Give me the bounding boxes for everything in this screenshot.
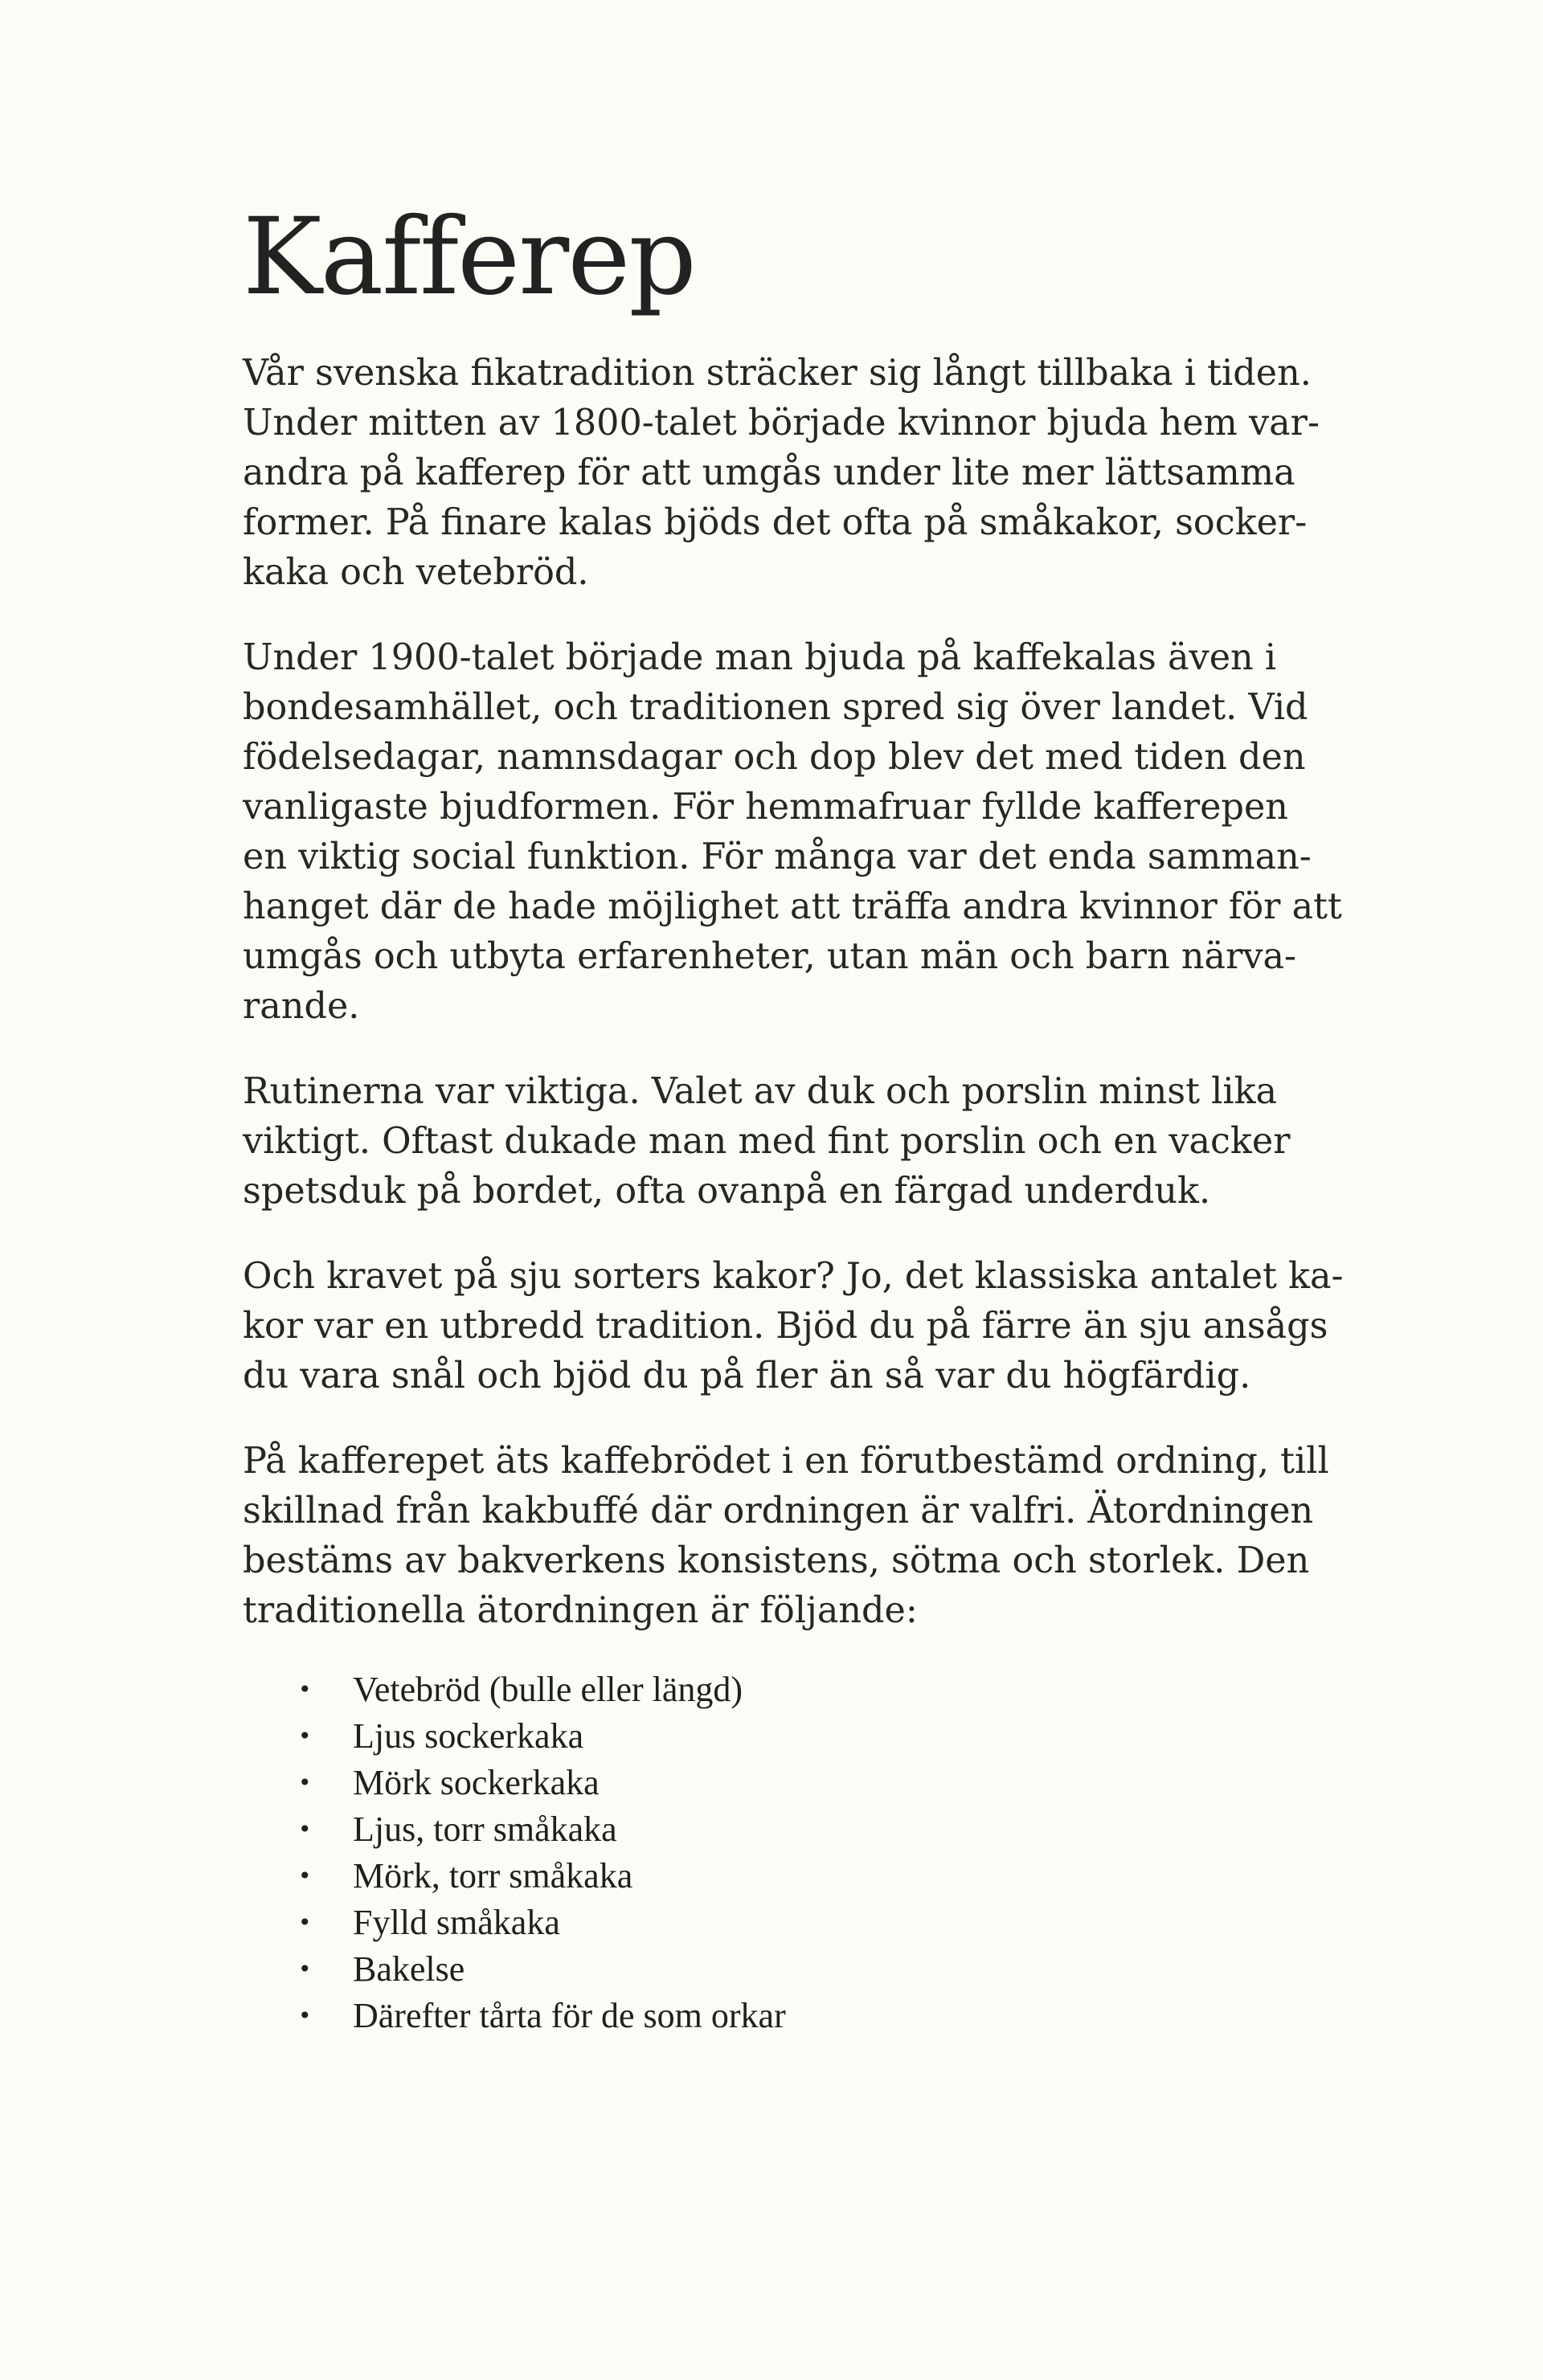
paragraph-line: traditionella ätordningen är följande:: [243, 1590, 918, 1631]
paragraph-line: en viktig social funktion. För många var det enda samman-: [243, 836, 1312, 877]
paragraph-line: kaka och vetebröd.: [243, 552, 589, 593]
bullet-icon: •: [298, 1863, 312, 1889]
paragraph-eating-order: [243, 1437, 1376, 1636]
paragraph-line: Rutinerna var viktiga. Valet av duk och porslin minst lika: [243, 1071, 1278, 1112]
paragraph-line: kor var en utbredd tradition. Bjöd du på färre än sju ansågs: [243, 1306, 1328, 1347]
paragraph-line: rande.: [243, 986, 360, 1027]
bullet-icon: •: [298, 1909, 312, 1936]
list-item: [243, 1853, 1376, 1900]
paragraph-line: Vår svenska fikatradition sträcker sig långt tillbaka i tiden.: [243, 353, 1312, 394]
paragraph-line: Och kravet på sju sorters kakor? Jo, det klassiska antalet ka-: [243, 1256, 1344, 1297]
paragraph-line: födelsedagar, namnsdagar och dop blev det med tiden den: [243, 737, 1306, 778]
bullet-icon: •: [298, 1676, 312, 1703]
bullet-icon: •: [298, 1816, 312, 1842]
list-item: [243, 1900, 1376, 1946]
list-item-text: Mörk, torr småkaka: [353, 1856, 633, 1895]
list-item: [243, 1713, 1376, 1760]
bullet-icon: •: [298, 2002, 312, 2029]
paragraph-history: [243, 349, 1376, 598]
paragraph-line: På kafferepet äts kaffebrödet i en förutbestämd ordning, till: [243, 1441, 1329, 1482]
list-item-text: Bakelse: [353, 1949, 465, 1989]
list-item-text: Mörk sockerkaka: [353, 1763, 600, 1802]
paragraph-line: hanget där de hade möjlighet att träffa andra kvinnor för att: [243, 886, 1342, 927]
paragraph-line: Under 1900-talet började man bjuda på kaffekalas även i: [243, 637, 1277, 678]
list-item: [243, 1993, 1376, 2039]
paragraph-line: umgås och utbyta erfarenheter, utan män och barn närva-: [243, 936, 1297, 977]
paragraph-line: viktigt. Oftast dukade man med fint porslin och en vacker: [243, 1121, 1291, 1162]
list-item: [243, 1666, 1376, 1713]
bullet-icon: •: [298, 1769, 312, 1796]
paragraph-routines: [243, 1067, 1376, 1217]
list-item-text: Fylld småkaka: [353, 1903, 560, 1942]
list-item: [243, 1760, 1376, 1806]
list-item: [243, 1806, 1376, 1853]
paragraph-line: bondesamhället, och traditionen spred sig över landet. Vid: [243, 687, 1308, 728]
paragraph-line: Under mitten av 1800-talet började kvinnor bjuda hem var-: [243, 403, 1320, 444]
page-title: Kafferep: [243, 195, 695, 319]
paragraph-line: du vara snål och bjöd du på fler än så var du högfärdig.: [243, 1356, 1251, 1397]
document-page: [243, 193, 1376, 2039]
eating-order-list: [243, 1666, 1376, 2039]
list-item-text: Vetebröd (bulle eller längd): [353, 1670, 743, 1709]
bullet-icon: •: [298, 1956, 312, 1982]
bullet-icon: •: [298, 1723, 312, 1749]
paragraph-line: bestäms av bakverkens konsistens, sötma och storlek. Den: [243, 1540, 1310, 1581]
paragraph-line: skillnad från kakbuffé där ordningen är valfri. Ätordningen: [243, 1491, 1314, 1531]
paragraph-line: vanligaste bjudformen. För hemmafruar fyllde kafferepen: [243, 787, 1288, 828]
paragraph-1900s: [243, 633, 1376, 1032]
list-item-text: Därefter tårta för de som orkar: [353, 1996, 786, 2035]
paragraph-seven-cookies: [243, 1252, 1376, 1401]
paragraph-line: spetsduk på bordet, ofta ovanpå en färgad underduk.: [243, 1171, 1211, 1212]
paragraph-line: andra på kafferep för att umgås under lite mer lättsamma: [243, 452, 1295, 493]
list-item: [243, 1946, 1376, 1993]
list-item-text: Ljus sockerkaka: [353, 1716, 584, 1756]
paragraph-line: former. På finare kalas bjöds det ofta på småkakor, socker-: [243, 502, 1308, 543]
list-item-text: Ljus, torr småkaka: [353, 1810, 617, 1849]
